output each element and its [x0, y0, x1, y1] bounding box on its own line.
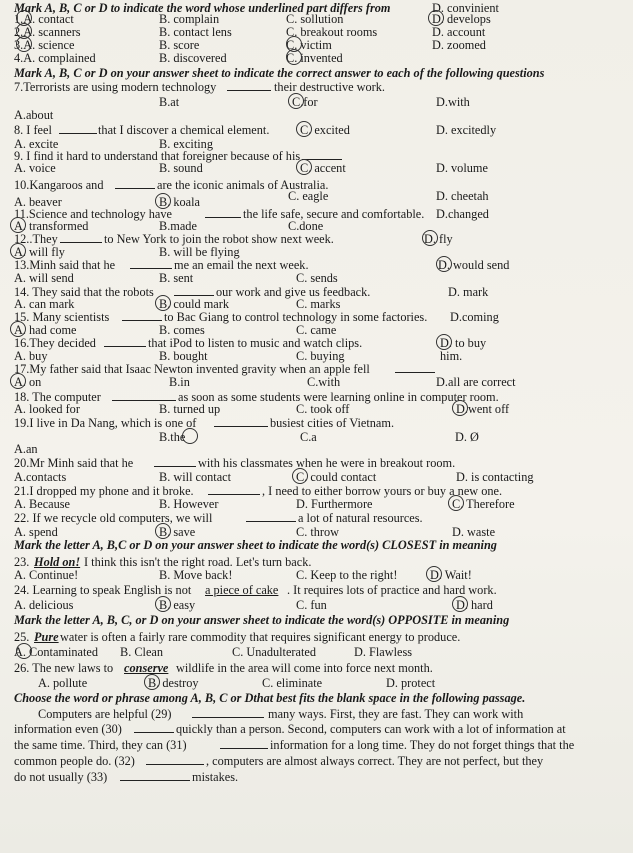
question-text: that iPod to listen to music and watch clips.	[148, 336, 363, 350]
question-text: A. can mark	[14, 297, 75, 311]
text-line	[0, 707, 633, 721]
handwritten-circle-mark	[288, 93, 304, 109]
question-text: D. develops	[432, 12, 491, 26]
text-line	[0, 323, 633, 337]
question-text: D. would send	[438, 258, 510, 272]
question-text: D.with	[436, 95, 470, 109]
question-text: 20.Mr Minh said that he	[14, 456, 134, 470]
question-text: B. turned up	[159, 402, 221, 416]
handwritten-circle-mark	[422, 230, 438, 246]
instruction-text: Mark the letter A, B, C, or D on your answer sheet to indicate the word(s) OPPOSITE in meaning	[14, 613, 510, 627]
text-line	[0, 645, 633, 659]
question-text: A. had come	[14, 323, 77, 337]
question-text: D.coming	[450, 310, 499, 324]
question-text: wildlife in the area will come into force next month.	[176, 661, 433, 675]
question-text: A. Contaminated	[14, 645, 99, 659]
text-line	[0, 613, 633, 627]
question-text: B. sound	[159, 161, 203, 175]
handwritten-circle-mark	[448, 495, 464, 511]
question-text: B. discovered	[159, 51, 227, 65]
question-text: A. voice	[14, 161, 56, 175]
text-line	[0, 754, 633, 768]
text-line	[0, 661, 633, 675]
instruction-text: Mark the letter A, B,C or D on your answer sheet to indicate the word(s) CLOSEST in meaning	[14, 538, 497, 552]
question-text: B. will be flying	[159, 245, 240, 259]
text-line	[0, 555, 633, 569]
text-line	[0, 336, 633, 350]
instruction-text: Mark A, B, C or D on your answer sheet to indicate the correct answer to each of the following questions	[14, 66, 545, 80]
text-line	[0, 80, 633, 94]
handwritten-circle-mark	[292, 468, 308, 484]
question-text: B. However	[159, 497, 219, 511]
question-text: A. Because	[14, 497, 70, 511]
question-text: B. destroy	[148, 676, 199, 690]
question-text: busiest cities of Vietnam.	[270, 416, 395, 430]
text-line	[0, 25, 633, 39]
question-text: D. to buy	[440, 336, 487, 350]
question-text: D. zoomed	[432, 38, 486, 52]
text-line	[0, 691, 633, 705]
text-line	[0, 123, 633, 137]
question-text: 4.A. complained	[14, 51, 96, 65]
answer-blank[interactable]	[122, 310, 162, 324]
text-line	[0, 51, 633, 65]
question-text: C. could contact	[296, 470, 377, 484]
handwritten-circle-mark	[155, 193, 171, 209]
text-line	[0, 375, 633, 389]
question-text: 26. The new laws to	[14, 661, 114, 675]
question-text: A. spend	[14, 525, 58, 539]
question-text: C. took off	[296, 402, 350, 416]
handwritten-circle-mark	[296, 159, 312, 175]
text-line	[0, 484, 633, 498]
question-text: D.went off	[456, 402, 510, 416]
question-text: with his classmates when he were in breakout room.	[198, 456, 456, 470]
question-text: common people do. (32)	[14, 754, 135, 768]
text-line	[0, 456, 633, 470]
question-text: D. Furthermore	[296, 497, 373, 511]
text-line	[0, 583, 633, 597]
handwritten-circle-mark	[452, 400, 468, 416]
handwritten-circle-mark	[436, 256, 452, 272]
question-text: 16.They decided	[14, 336, 96, 350]
question-text: our work and give us feedback.	[216, 285, 371, 299]
question-text: B. easy	[159, 598, 196, 612]
question-text: C. sollution	[286, 12, 344, 26]
question-text: A. beaver	[14, 195, 62, 209]
question-text: A. on	[14, 375, 42, 389]
question-text: B. Clean	[120, 645, 164, 659]
answer-blank[interactable]	[192, 707, 264, 721]
question-text: 24. Learning to speak English is not	[14, 583, 192, 597]
question-text: D.changed	[436, 207, 489, 221]
question-text: B. complain	[159, 12, 220, 26]
handwritten-circle-mark	[16, 36, 32, 52]
text-line	[0, 271, 633, 285]
question-text: 11.Science and technology have	[14, 207, 172, 221]
question-text: B. koala	[159, 195, 200, 209]
question-text: water is often a fairly rare commodity that requires significant energy to produce.	[60, 630, 461, 644]
question-text: D. Flawless	[354, 645, 413, 659]
instruction-text: Choose the word or phrase among A, B, C or Dthat best fits the blank space in the following passage.	[14, 691, 526, 705]
question-text: D. is contacting	[456, 470, 534, 484]
answer-blank[interactable]	[395, 362, 435, 376]
answer-blank[interactable]	[104, 336, 146, 350]
question-text: 9. I find it hard to understand that foreigner because of his	[14, 149, 301, 163]
question-text: 22. If we recycle old computers, we will	[14, 511, 213, 525]
question-text: D. volume	[436, 161, 488, 175]
question-text: information even (30)	[14, 722, 122, 736]
question-text: 8. I feel	[14, 123, 52, 137]
answer-blank[interactable]	[154, 456, 196, 470]
text-line	[0, 770, 633, 784]
question-text: the life safe, secure and comfortable.	[243, 207, 425, 221]
question-text: C. eagle	[288, 189, 329, 203]
text-line	[0, 497, 633, 511]
question-text: 25.	[14, 630, 30, 644]
text-line	[0, 416, 633, 430]
answer-blank[interactable]	[227, 80, 271, 94]
question-text: A. Continue!	[14, 568, 79, 582]
question-text: C. excited	[300, 123, 350, 137]
question-text: C.done	[288, 219, 324, 233]
answer-blank[interactable]	[220, 738, 268, 752]
question-text: many ways. First, they are fast. They can work with	[268, 707, 524, 721]
text-line	[0, 598, 633, 612]
text-line	[0, 310, 633, 324]
question-text: B. save	[159, 525, 196, 539]
text-line	[0, 538, 633, 552]
handwritten-circle-mark	[436, 334, 452, 350]
question-text: C. Therefore	[452, 497, 515, 511]
handwritten-circle-mark	[10, 217, 26, 233]
question-text: C. Keep to the right!	[296, 568, 398, 582]
question-text: C.for	[292, 95, 318, 109]
question-text: B.the	[159, 430, 186, 444]
handwritten-circle-mark	[10, 373, 26, 389]
question-text: C. marks	[296, 297, 341, 311]
question-text: C.with	[307, 375, 341, 389]
instruction-text: conserve	[124, 661, 169, 675]
handwritten-circle-mark	[16, 643, 32, 659]
answer-blank[interactable]	[134, 722, 174, 736]
answer-blank[interactable]	[130, 258, 172, 272]
question-text: D. fly	[424, 232, 453, 246]
answer-blank[interactable]	[59, 123, 97, 137]
question-text: are the iconic animals of Australia.	[157, 178, 329, 192]
question-text: 13.Minh said that he	[14, 258, 116, 272]
question-text: B. sent	[159, 271, 194, 285]
question-text: 1.A. contact	[14, 12, 74, 26]
question-text: C. accent	[300, 161, 346, 175]
question-text: Computers are helpful (29)	[38, 707, 172, 721]
answer-blank[interactable]	[120, 770, 190, 784]
question-text: that I discover a chemical element.	[98, 123, 270, 137]
question-text: the same time. Third, they can (31)	[14, 738, 187, 752]
question-text: D.all are correct	[436, 375, 516, 389]
handwritten-circle-mark	[182, 428, 198, 444]
text-line	[0, 258, 633, 272]
question-text: C. buying	[296, 349, 345, 363]
question-text: quickly than a person. Second, computers can work with a lot of information at	[176, 722, 566, 736]
text-line	[0, 245, 633, 259]
text-line	[0, 722, 633, 736]
handwritten-circle-mark	[296, 121, 312, 137]
question-text: B.in	[169, 375, 190, 389]
handwritten-circle-mark	[10, 243, 26, 259]
question-text: 21.I dropped my phone and it broke.	[14, 484, 194, 498]
question-text: A. delicious	[14, 598, 74, 612]
answer-blank[interactable]	[146, 754, 204, 768]
question-text: A.an	[14, 442, 38, 456]
question-text: C. fun	[296, 598, 327, 612]
question-text: A.contacts	[14, 470, 67, 484]
text-line	[0, 12, 633, 26]
question-text: B. will contact	[159, 470, 232, 484]
question-text: him.	[440, 349, 463, 363]
text-line	[0, 511, 633, 525]
question-text: information for a long time. They do not forget things that the	[270, 738, 575, 752]
text-line	[0, 108, 633, 122]
answer-blank[interactable]	[214, 416, 268, 430]
question-text: A. looked for	[14, 402, 80, 416]
question-text: A. buy	[14, 349, 48, 363]
question-text: 17.My father said that Isaac Newton invented gravity when an apple fell	[14, 362, 370, 376]
question-text: a lot of natural resources.	[298, 511, 423, 525]
question-text: B.made	[159, 219, 197, 233]
text-line	[0, 442, 633, 456]
question-text: A. transformed	[14, 219, 89, 233]
question-text: 18. The computer	[14, 390, 101, 404]
question-text: D. account	[432, 25, 486, 39]
question-text: . It requires lots of practice and hard work.	[287, 583, 497, 597]
text-line	[0, 362, 633, 376]
text-line	[0, 402, 633, 416]
question-text: D. cheetah	[436, 189, 489, 203]
text-line	[0, 38, 633, 52]
question-text: D. Wait!	[430, 568, 472, 582]
handwritten-circle-mark	[452, 596, 468, 612]
handwritten-circle-mark	[426, 566, 442, 582]
question-text: 7.Terrorists are using modern technology	[14, 80, 217, 94]
question-text: D. Ø	[455, 430, 479, 444]
handwritten-circle-mark	[428, 10, 444, 26]
question-text: C. Unadulterated	[232, 645, 317, 659]
question-text: A. will send	[14, 271, 74, 285]
question-text: 19.I live in Da Nang, which is one of	[14, 416, 197, 430]
text-line	[0, 219, 633, 233]
question-text: to Bac Giang to control technology in some factories.	[164, 310, 428, 324]
question-text: C. invented	[286, 51, 343, 65]
text-line	[0, 470, 633, 484]
text-line	[0, 161, 633, 175]
question-text: 23.	[14, 555, 30, 569]
question-text: B. contact lens	[159, 25, 232, 39]
question-text: B. comes	[159, 323, 205, 337]
question-text: D. mark	[448, 285, 489, 299]
question-text: B. bought	[159, 349, 208, 363]
question-text: their destructive work.	[274, 80, 385, 94]
text-line	[0, 568, 633, 582]
handwritten-circle-mark	[155, 523, 171, 539]
question-text: , computers are almost always correct. They are not perfect, but they	[206, 754, 544, 768]
instruction-text: Pure	[34, 630, 59, 644]
text-line	[0, 630, 633, 644]
text-line	[0, 525, 633, 539]
question-text: A. will fly	[14, 245, 65, 259]
question-text: D. waste	[452, 525, 496, 539]
instruction-text: Mark A, B, C or D to indicate the word whose underlined part differs from	[14, 1, 391, 15]
question-text: A. pollute	[38, 676, 88, 690]
question-text: I think this isn't the right road. Let's turn back.	[84, 555, 312, 569]
question-text: A.about	[14, 108, 54, 122]
question-text: , I need to either borrow yours or buy a new one.	[262, 484, 503, 498]
question-text: do not usually (33)	[14, 770, 108, 784]
handwritten-circle-mark	[10, 321, 26, 337]
text-line	[0, 349, 633, 363]
question-text: B. exciting	[159, 137, 213, 151]
handwritten-circle-mark	[155, 596, 171, 612]
question-text: C. eliminate	[262, 676, 323, 690]
question-text: D. protect	[386, 676, 436, 690]
answer-blank[interactable]	[208, 484, 260, 498]
text-line	[0, 738, 633, 752]
question-text: D. excitedly	[436, 123, 497, 137]
question-text: C.a	[300, 430, 317, 444]
question-text: B. Move back!	[159, 568, 233, 582]
question-text: me an email the next week.	[174, 258, 309, 272]
text-line	[0, 232, 633, 246]
question-text: to New York to join the robot show next week.	[104, 232, 334, 246]
question-text: 10.Kangaroos and	[14, 178, 104, 192]
question-text: D. hard	[456, 598, 493, 612]
question-text: a piece of cake	[205, 583, 279, 597]
question-text: C. came	[296, 323, 337, 337]
answer-blank[interactable]	[246, 511, 296, 525]
text-line	[0, 95, 633, 109]
question-text: B. score	[159, 38, 200, 52]
question-text: mistakes.	[192, 770, 239, 784]
text-line	[0, 676, 633, 690]
question-text: 12..They	[14, 232, 58, 246]
text-line	[0, 297, 633, 311]
question-text: C. breakout rooms	[286, 25, 378, 39]
question-text: 14. They said that the robots	[14, 285, 154, 299]
handwritten-circle-mark	[144, 674, 160, 690]
question-text: 3.A. science	[14, 38, 75, 52]
question-text: C. victim	[286, 38, 332, 52]
handwritten-circle-mark	[155, 295, 171, 311]
question-text: B.at	[159, 95, 180, 109]
question-text: B. could mark	[159, 297, 230, 311]
question-text: as soon as some students were learning online in computer room.	[178, 390, 499, 404]
instruction-text: Hold on!	[34, 555, 81, 569]
question-text: 15. Many scientists	[14, 310, 110, 324]
answer-blank[interactable]	[60, 232, 102, 246]
question-text: C. sends	[296, 271, 338, 285]
question-text: C. throw	[296, 525, 340, 539]
handwritten-circle-mark	[286, 49, 302, 65]
question-text: A. excite	[14, 137, 59, 151]
text-line	[0, 66, 633, 80]
question-text: D. convinient	[432, 1, 499, 15]
question-text: 2.A. scanners	[14, 25, 81, 39]
